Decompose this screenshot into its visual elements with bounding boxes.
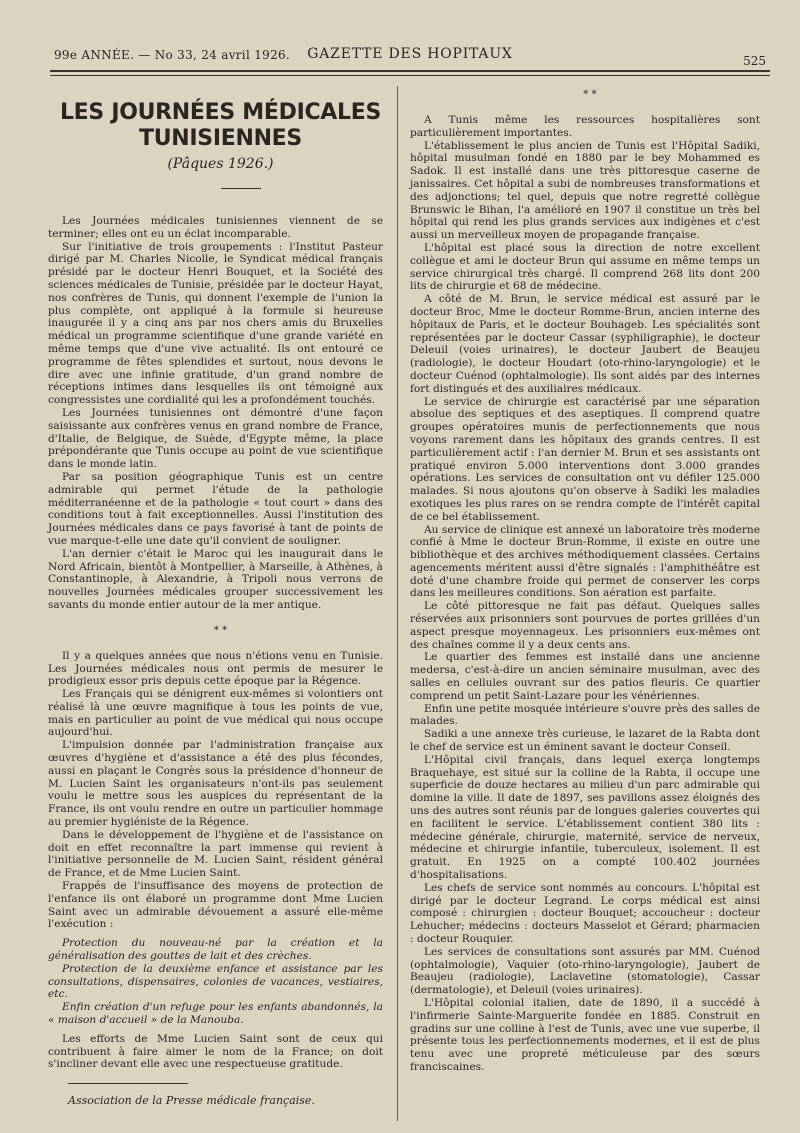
article-subtitle: (Pâques 1926.) <box>167 156 274 172</box>
paragraph: L'établissement le plus ancien de Tunis est l'Hôpital Sadiki, hôpital musulman fondé en 1880 par le bey Mohammed es Sadok. Il est installé dans une très pittoresque caserne de janissaires. Cet hôpital a subi de nombreuses transformations et des adjonctions; tel quel, depuis que notre regretté collègue Brunswic le Bihan, l'a amélioré en 1907 il constitue un très bel hôpital qui rend les plus grands services aux indigènes et c'est aussi un merveilleux moyen de propagande française. <box>410 139 760 242</box>
italic-paragraph: Protection du nouveau-né par la création et la généralisation des gouttes de lait et des crèches. <box>48 937 383 963</box>
footer-rule <box>68 1083 188 1084</box>
paragraph: Les Français qui se dénigrent eux-mêmes si volontiers ont réalisé là une œuvre magnifique à tous les points de vue, mais en particulier au point de vue médical qui nous occupe aujourd'hui. <box>48 688 383 739</box>
paragraph: Les Journées tunisiennes ont démontré d'une façon saisissante aux confrères venus en grand nombre de France, d'Italie, de Belgique, de Suède, d'Egypte même, la place prépondérante que Tunis occupe au point de vue scientifique dans le monde latin. <box>48 406 383 471</box>
title-rule <box>221 188 261 189</box>
paragraph: L'impulsion donnée par l'administration française aux œuvres d'hygiène et d'assistance a été des plus fécondes, aussi en plaçant le Congrès sous la présidence d'honneur de M. Lucien Saint les organisateurs n'ont-ils pas seulement voulu le mettre sous les auspices du représentant de la France, ils ont voulu rendre en outre un particulier hommage au premier hygiéniste de la Régence. <box>48 739 383 829</box>
paragraph: Les Journées médicales tunisiennes viennent de se terminer; elles ont eu un éclat incomparable. <box>48 215 383 240</box>
paragraph: Le service de chirurgie est caractérisé par une séparation absolue des septiques et des aseptiques. Il comprend quatre groupes opératoires munis de perfectionnements que nous voyons rarement dans les hôpitaux des grands centres. Il est particulièrement actif : l'an dernier M. Brun et ses assistants ont pratiqué environ 5.000 interventions dont 3.000 grandes opérations. Les services de consultation ont vu défiler 125.000 malades. Si nous ajoutons qu'on observe à Sadiki les maladies exotiques les plus rares on se rendra compte de l'intérêt capital de ce bel établissement. <box>410 395 760 523</box>
paragraph: L'hôpital est placé sous la direction de notre excellent collègue et ami le docteur Brun qui assume en même temps un service chirurgical très chargé. Il comprend 268 lits dont 200 lits de chirurgie et 68 de médecine. <box>410 241 760 293</box>
paragraph: L'Hôpital civil français, dans lequel exerça longtemps Braquehaye, est situé sur la colline de la Rabta, il occupe une superficie de douze hectares au milieu d'un parc admirable qui domine la ville. Il date de 1897, ses pavillons assez éloignés des uns des autres sont réunis par de longues galeries couvertes qui en facilitent le service. L'établissement contient 380 lits : médecine générale, chirurgie, maternité, service de nerveux, médecine et chirurgie infantile, tuberculeux, isolement. Il est gratuit. En 1925 on a compté 100.402 journées d'hospitalisations. <box>410 753 760 882</box>
paragraph: Les chefs de service sont nommés au concours. L'hôpital est dirigé par le docteur Legrand. Le corps médical est ainsi composé : chirurgien : docteur Bouquet; accoucheur : docteur Lehucher; médecins : docteurs Masselot et Gérard; pharmacien : docteur Rouquier. <box>410 881 760 945</box>
section-separator: * * <box>583 89 597 100</box>
paragraph: Les services de consultations sont assurés par MM. Cuénod (ophtalmologie), Vaquier (oto-rhino-laryngologie), Jaubert de Beaujeu (radiologie), Laclavetine (stomatologie), Cassar (dermatologie), et Deleuil (voies urinaires). <box>410 945 760 997</box>
paragraph: A Tunis même les ressources hospitalières sont particulièrement importantes. <box>410 114 760 139</box>
paragraph: Sadiki a une annexe très curieuse, le lazaret de la Rabta dont le chef de service est un éminent savant le docteur Conseil. <box>410 728 760 754</box>
column-divider <box>397 86 398 1121</box>
paragraph: Sur l'initiative de trois groupements : l'Institut Pasteur dirigé par M. Charles Nicolle, le Syndicat médical français présidé par le docteur Henri Bouquet, et la Société des sciences médicales de Tunisie, présidée par le docteur Hayat, nos confrères de Tunis, qui donnent l'exemple de l'union la plus complète, ont appliqué à la formule si heureuse inaugurée il y a cinq ans par nos chers amis du Bruxelles médical un programme scientifique d'une grande variété en même temps que d'une vive actualité. Ils ont entouré ce programme de fêtes splendides et surtout, nous devons le dire avec une infinie gratitude, d'un grand nombre de réceptions intimes dans lesquelles ils ont témoigné aux congressistes une cordialité qui les a profondément touchés. <box>48 240 383 407</box>
paragraph: L'Hôpital colonial italien, date de 1890, il a succédé à l'infirmerie Sainte-Marguerite fondée en 1885. Construit en gradins sur une colline à l'est de Tunis, avec une vue superbe, il présente tous les perfectionnements modernes, et il est de plus tenu avec une propreté méticuleuse par des sœurs franciscaines. <box>410 996 760 1073</box>
paragraph: Dans le développement de l'hygiène et de l'assistance on doit en effet reconnaître la part immense qui revient à l'initiative personnelle de M. Lucien Saint, résident général de France, et de Mme Lucien Saint. <box>48 828 383 880</box>
paragraph: L'an dernier c'était le Maroc qui les inaugurait dans le Nord Africain, bientôt à Montpellier, à Marseille, à Athènes, à Constantinople, à Alexandrie, à Tripoli nous verrons de nouvelles Journées médicales grouper successivement les savants du monde entier autour de la mer antique. <box>48 547 383 611</box>
paragraph: A côté de M. Brun, le service médical est assuré par le docteur Broc, Mme le docteur Romme-Brun, ancien interne des hôpitaux de Paris, et le docteur Bouhageb. Les spécialités sont représentées par le docteur Cassar (syphiligraphie), le docteur Deleuil (voies urinaires), le docteur Jaubert de Beaujeu (radiologie), le docteur Houdart (oto-rhino-laryngologie) et le docteur Cuénod (ophtalmologie). Ils sont aidés par des internes fort distingués et des auxiliaires médicaux. <box>410 293 760 395</box>
journal-title: GAZETTE DES HOPITAUX <box>307 46 513 62</box>
issue-line: 99e ANNÉE. — No 33, 24 avril 1926. <box>54 48 291 62</box>
author-credit: Association de la Presse médicale française. <box>68 1094 315 1108</box>
paragraph: Le côté pittoresque ne fait pas défaut. Quelques salles réservées aux prisonniers sont pourvues de portes grillées d'un aspect presque moyennageux. Les prisonniers eux-mêmes ont des chaînes comme il y a deux cents ans. <box>410 600 760 651</box>
paragraph: Enfin une petite mosquée intérieure s'ouvre près des salles de malades. <box>410 702 760 728</box>
paragraph: Au service de clinique est annexé un laboratoire très moderne confié à Mme le docteur Brun-Romme, il existe en outre une bibliothèque et des archives méthodiquement classées. Certains agencements méritent aussi d'être signalés : l'amphithéâtre est doté d'une chambre froide qui permet de conserver les corps dans les meilleures conditions. Son aération est parfaite. <box>410 523 760 600</box>
page-header <box>50 40 770 70</box>
italic-paragraph: Protection de la deuxième enfance et assistance par les consultations, dispensaires, colonies de vacances, vestiaires, etc. <box>48 962 383 1001</box>
paragraph: Par sa position géographique Tunis est un centre admirable qui permet l'étude de la pathologie méditerranéenne et de la pathologie « tout court » dans des conditions tout à fait exceptionnelles. Aussi l'institution des Journées médicales dans ce pays favorisé à tant de points de vue marque-t-elle une date qu'il convient de souligner. <box>48 470 383 547</box>
header-rule-thin <box>50 75 770 76</box>
right-column <box>410 90 760 1074</box>
paragraph: Il y a quelques années que nous n'étions venu en Tunisie. Les Journées médicales nous ont permis de mesurer le prodigieux essor pris depuis cette époque par la Régence. <box>48 649 383 688</box>
section-separator: * * <box>213 624 228 636</box>
left-column <box>48 90 383 1107</box>
italic-paragraph: Enfin création d'un refuge pour les enfants abandonnés, la « maison d'accueil » de la Manouba. <box>48 1001 383 1027</box>
paragraph: Le quartier des femmes est installé dans une ancienne medersa, c'est-à-dire un ancien séminaire musulman, avec des salles en cellules ouvrant sur des patios fleuris. Ce quartier comprend un petit Saint-Lazare pour les vénériennes. <box>410 651 760 702</box>
article-title: LES JOURNÉES MÉDICALES TUNISIENNES <box>59 100 382 151</box>
header-rule <box>50 70 770 72</box>
page-number: 525 <box>743 54 766 68</box>
paragraph: Frappés de l'insuffisance des moyens de protection de l'enfance ils ont élaboré un programme dont Mme Lucien Saint avec un admirable dévouement a assuré elle-même l'exécution : <box>48 880 383 931</box>
closing-paragraph: Les efforts de Mme Lucien Saint sont de ceux qui contribuent à faire aimer le nom de la France; on doit s'incliner devant elle avec une respectueuse gratitude. <box>48 1032 383 1071</box>
